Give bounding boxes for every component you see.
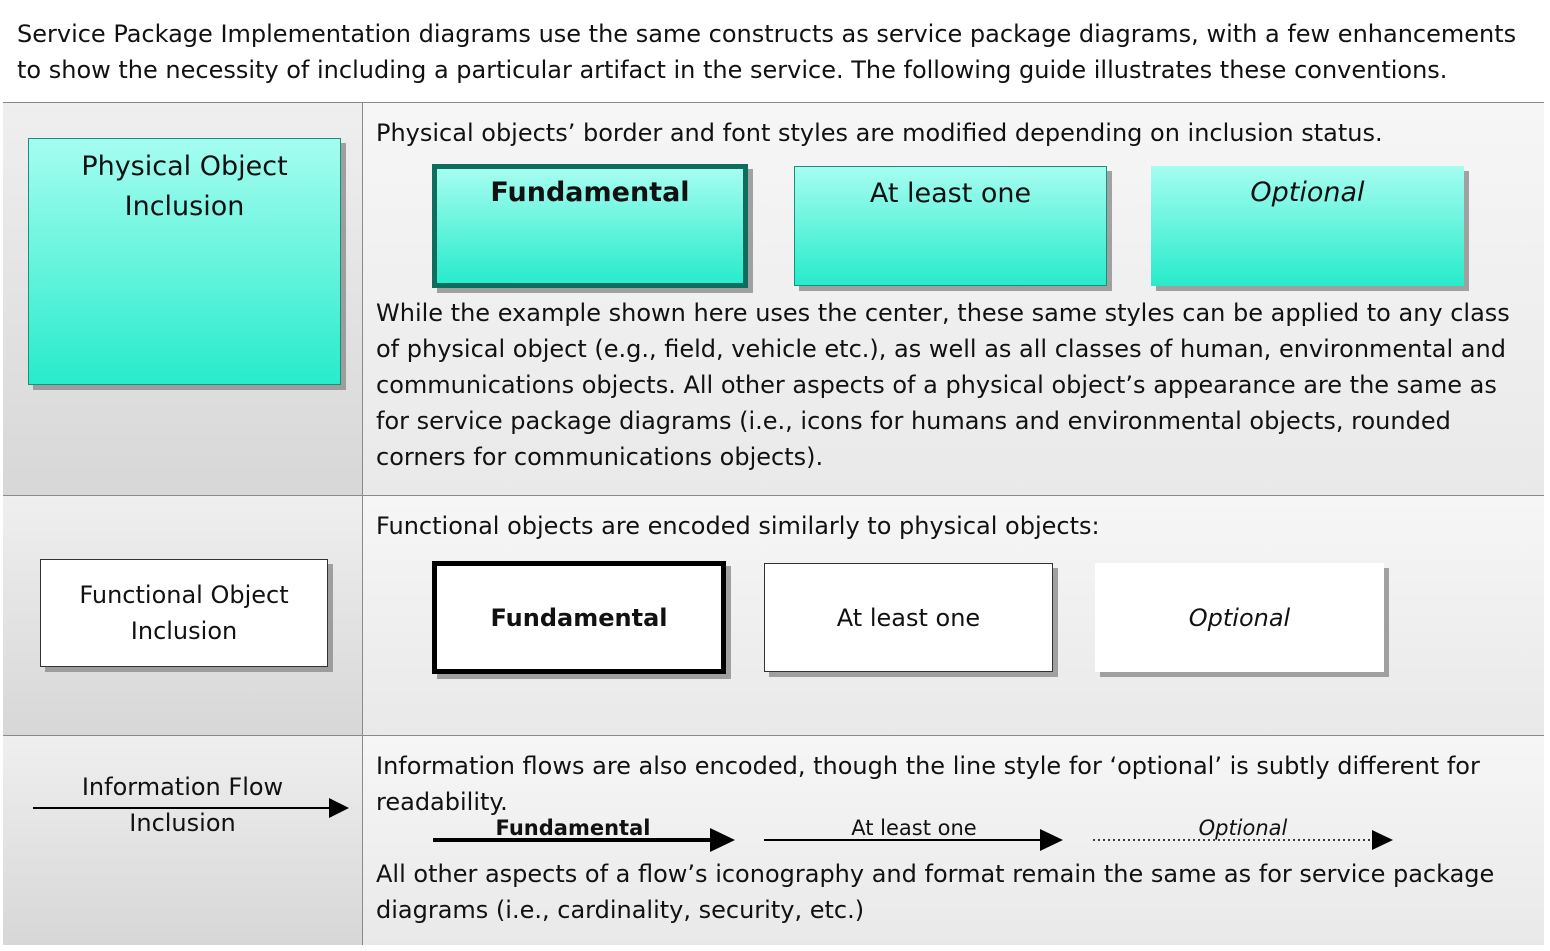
physical-body-text [376, 295, 1510, 475]
physical-legend-cell [3, 103, 363, 495]
at-least-one-flow-label: At least one [851, 816, 977, 840]
physical-body-line-5: corners for communications objects). [376, 443, 824, 471]
functional-object-row [3, 496, 1544, 736]
physical-object-legend-box [28, 138, 341, 385]
functional-fundamental-label: Fundamental [490, 603, 668, 632]
functional-optional-label: Optional [1188, 603, 1291, 632]
information-flow-row [3, 736, 1544, 945]
physical-legend-line-2: Inclusion [124, 191, 245, 222]
functional-caption: Functional objects are encoded similarly to physical objects: [376, 512, 1100, 540]
physical-body-line-4: for service package diagrams (i.e., icons for humans and environmental objects, rounded [376, 407, 1451, 435]
flow-caption-line-1: Information flows are also encoded, though the line style for ‘optional’ is subtly different for [376, 752, 1480, 780]
flow-legend-line-1: Information Flow [81, 773, 284, 801]
physical-optional-label: Optional [1250, 177, 1365, 208]
functional-description-cell [363, 496, 1544, 735]
flow-caption-line-2: readability. [376, 788, 508, 816]
physical-caption: Physical objects’ border and font styles are modified depending on inclusion status. [376, 119, 1383, 147]
fundamental-flow-label: Fundamental [495, 816, 651, 840]
intro-line-2: to show the necessity of including a particular artifact in the service. The following guide illustrates these conventions. [17, 56, 1448, 84]
optional-flow-label: Optional [1198, 816, 1288, 840]
physical-optional-box [1151, 166, 1464, 286]
flow-legend-cell [3, 736, 363, 945]
functional-fundamental-box [432, 561, 726, 674]
physical-object-row [3, 103, 1544, 496]
physical-fundamental-label: Fundamental [490, 177, 690, 208]
flow-body-text [376, 856, 1494, 928]
physical-body-line-1: While the example shown here uses the center, these same styles can be applied to any class [376, 299, 1510, 327]
physical-body-line-3: communications objects. All other aspects of a physical object’s appearance are the same as [376, 371, 1497, 399]
intro-text [3, 2, 1544, 103]
flow-description-cell [363, 736, 1544, 945]
functional-legend-cell [3, 496, 363, 735]
flow-body-line-2: diagrams (i.e., cardinality, security, etc.) [376, 896, 865, 924]
physical-at-least-one-box [794, 166, 1107, 286]
flow-body-line-1: All other aspects of a flow’s iconography and format remain the same as for service package [376, 860, 1495, 888]
functional-legend-line-2: Inclusion [130, 617, 238, 645]
flow-legend-arrow [3, 736, 362, 945]
functional-at-least-one-box [764, 563, 1053, 672]
physical-fundamental-box [432, 164, 748, 288]
functional-at-least-one-label: At least one [836, 603, 981, 632]
functional-legend-line-1: Functional Object [79, 581, 289, 609]
physical-at-least-one-label: At least one [869, 178, 1032, 209]
physical-legend-line-1: Physical Object [81, 151, 288, 182]
functional-optional-box [1095, 563, 1384, 672]
intro-line-1: Service Package Implementation diagrams use the same constructs as service package diagrams, with a few enhancements [17, 20, 1517, 48]
physical-description-cell [363, 103, 1544, 495]
physical-body-line-2: of physical object (e.g., field, vehicle etc.), as well as all classes of human, environmental and [376, 335, 1506, 363]
flow-legend-line-2: Inclusion [129, 809, 236, 837]
functional-object-legend-box [40, 559, 328, 667]
